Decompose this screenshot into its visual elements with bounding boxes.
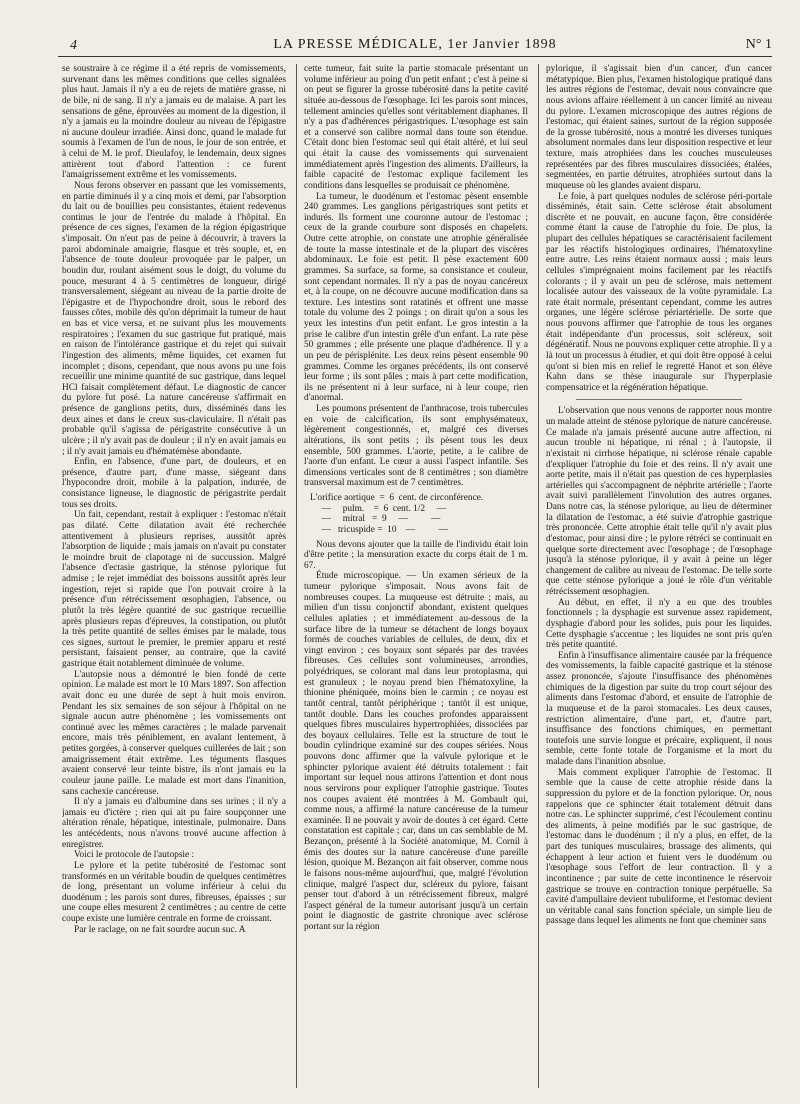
table-row: L'orifice aortique = 6 cent. de circonférence.: [310, 493, 484, 503]
paragraph: se soustraire à ce régime il a été repris de vomissements, survenant dans les mêmes conditions que celles signalées plus haut. Jamais il n'y a eu de rejets de matière grasse, ni de bile, ni de sang. Il n'y a jamais eu de malaise. A part les sensations de gêne, éprouvées au moment de la digestion, il n'y a jamais eu la moindre douleur au niveau de l'épigastre ni aucune douleur irradiée. Ainsi donc, quand le malade fut soumis à l'examen de l'un de nous, le jour de son entrée, et à celui de M. le prof. Dieulafoy, le lendemain, deux signes attirèrent tout d'abord l'attention : ce furent l'amaigrissement extrême et les vomissements.: [62, 64, 286, 181]
paragraph: Nous devons ajouter que la taille de l'individu était loin d'être petite ; la mensuration exacte du corps était de 1 m. 67.: [304, 539, 528, 571]
page-header: [58, 34, 772, 57]
paragraph: Les poumons présentent de l'anthracose, trois tubercules en voie de calcification, ils sont emphysémateux, légèrement congestionnés, et, malgré ces diverses altérations, ils sont petits ; ils pèsent tous les deux ensemble, 500 grammes. L'aorte, petite, a le calibre de l'aorte d'un enfant. Le cœur a aussi l'aspect infantile. Ses dimensions verticales sont de 8 centimètres ; son diamètre transversal maximum est de 7 centimètres.: [304, 404, 528, 489]
paragraph: Étude microscopique. — Un examen sérieux de la tumeur pylorique s'imposait. Nous avons fait de nombreuses coupes. La muqueuse est détruite ; mais, au milieu d'un tissu conjonctif abondant, existent quelques cellules aplaties ; et immédiatement au-dessous de la surface libre de la tumeur se détachent de longs boyaux formés de couches variables de cellules, de deux, dix et vingt environ ; ces boyaux sont séparés par des travées fibreuses. Ces cellules sont volumineuses, arrondies, polyédriques, se colorant mal dans leur protoplasma, qui est granuleux ; le noyau prend bien l'hématoxyline, la thionine phéniquée, moins bien le carmin ; ce noyau est tantôt central, tantôt périphérique ; tantôt il est unique, tantôt double. Dans les couches profondes apparaissent quelques fibres musculaires hypertrophiées, dissociées par des boyaux cellulaires. Telle est la structure de tout le boudin cylindrique examiné sur des coupes sériées. Nous pouvons donc affirmer que la valvule pylorique et le sphincter pylorique avaient été détruits totalement : fait important sur lequel nous attirons l'attention et dont nous nous servirons pour expliquer l'atrophie gastrique. Toutes nos coupes avaient été montrées à M. Gombault qui, comme nous, a affirmé la nature cancéreuse de la tumeur examinée. Il ne pouvait y avoir de doutes à cet égard. Cette constatation est capitale ; car, dans un cas semblable de M. Bezançon, présenté à la Société anatomique, M. Cornil à émis des doutes sur la nature cancéreuse d'une pareille lésion, quoique M. Bezançon ait fait observer, comme nous le faisons nous-même aujourd'hui, que, malgré l'évolution clinique, malgré l'aspect dur, scléreux du pylore, faisant penser tout d'abord à un rétrécissement fibreux, malgré l'aspect général de la tumeur autorisant jusqu'à un certain point le diagnostic de gastrite chronique avec sclérose portant sur la région: [304, 571, 528, 932]
paragraph: Mais comment expliquer l'atrophie de l'estomac. Il semble que la cause de cette atrophie réside dans la suppression du pylore et de la fonction pylorique. Or, nous rappelons que ce sphincter était totalement détruit dans notre cas. Le sphincter supprimé, c'est l'écoulement continu des aliments, à peine modifiés par le suc gastrique, de l'estomac dans le duodénum ; il n'y a plus, en effet, de la part des tuniques musculaires, brassage des aliments, qui échappent à leur action et fuient vers le duodénum ou l'œsophage sous l'effort de leur contraction. Il y a incontinence ; par suite de cette incontinence le réservoir gastrique se trouve en contraction tonique perpétuelle. Sa cavité d'ampullaire devient tubuliforme, et l'estomac devient un véritable canal sans fonction spéciale, un simple lieu de passage dans lequel les aliments ne font que cheminer sans: [546, 767, 772, 927]
page-number: 4: [70, 38, 77, 53]
paragraph: Le foie, à part quelques nodules de sclérose péri-portale disséminés, était sain. Cette sclérose était absolument discrète et ne pouvait, en aucune façon, être considérée comme étant la cause de l'atrophie du foie. De plus, la plupart des cellules hépatiques se caractérisaient facilement par les réactifs histologiques ordinaires, l'hématoxyline entre autre. Les reins étaient normaux aussi ; mais leurs cellules s'imprégnaient moins facilement par les réactifs colorants ; il y avait un peu de sclérose, mais nettement localisée autour des vaisseaux de la voûte pyramidale. La rate était normale, présentant cependant, comme les autres organes, une légère sclérose périartérielle. De sorte que nous pouvons affirmer que l'atrophie de tous les organes était indépendante d'un processus, soit scléreux, soit dégénératif. Nous ne pouvons expliquer cette atrophie. Il y a là tout un processus à étudier, et qui doit être opposé à celui qu'ont si bien mis en relief le regretté Hanot et son élève Kahn dans se thèse inaugurale sur l'hyperplasie compensatrice et la régénération hépatique.: [546, 191, 772, 393]
paragraph: Voici le protocole de l'autopsie :: [74, 850, 195, 861]
paragraph: Le pylore et la petite tubérosité de l'estomac sont transformés en un véritable boudin de quelques centimètres de long, présentant un volume inférieur à celui du duodénum ; les parois sont dures, fibreuses, épaisses ; sur une coupe elles mesurent 2 centimètres ; au centre de cette coupe existe une lumière centrale en forme de croissant.: [62, 860, 286, 924]
table-row: — pulm. = 6 cent. 1/2 —: [310, 503, 447, 514]
section-separator: [576, 399, 742, 400]
paragraph: Nous ferons observer en passant que les vomissements, en partie diminués il y a cinq mois et demi, par l'absorption du lait ou de bouillies peu consistantes, étaient redevenus continus le jour de l'entrée du malade à l'hôpital. En présence de ces signes, l'examen de la région épigastrique s'imposait. On n'eut pas de peine à découvrir, à travers la paroi abdominale amaigrie, flasque et très souple, et, en l'absence de toute douleur provoquée par le palper, un boudin dur, roulant aisément sous le doigt, du volume du pouce, mesurant 4 à 5 centimètres de longueur, dirigé transversalement, siégeant au niveau de la partie droite de l'épigastre et de l'hypochondre droit, sous le rebord des fausses côtes, mobile dès qu'on déprimait la tumeur de haut en bas et vice versa, et ne suivant plus les mouvements respiratoires ; l'examen du suc gastrique fut pratiqué, mais en raison de l'intolérance gastrique et du rejet qui suivait l'ingestion des aliments, même liquides, cet examen fut incomplet ; disons, cependant, que nous avons pu une fois recueillir une minime quantité de suc gastrique, dans lequel HCl faisait complètement défaut. Le diagnostic de cancer du pylore fut posé. La nature cancéreuse s'affirmait en présence de ganglions petits, durs, disséminés dans les deux aines et dans le creux sus-claviculaire. Il n'était pas probable qu'il s'agissa de périgastrite consécutive à un ulcère ; il n'y avait pas de douleur ; il n'y en avait jamais eu ; il n'y avait jamais eu d'hématémèse abondante.: [62, 180, 286, 457]
paragraph: cette tumeur, fait suite la partie stomacale présentant un volume inférieur au poing d'un petit enfant ; c'est à peine si on peut se figurer la grosse tubérosité dans la petite cavité située au-dessous de l'œsophage. Ici les parois sont minces, tellement amincies qu'elles sont véritablement diaphanes. Il n'y a pas d'adhérences périgastriques. L'œsophage est sain et a conservé son calibre normal dans toute son étendue. C'était donc bien l'estomac seul qui était altéré, et lui seul qui était la cause des vomissements qui survenaient immédiatement après l'ingestion des aliments. D'ailleurs, la faible capacité de l'estomac explique facilement les conditions dans lesquelles se produisait ce phénomène.: [304, 64, 528, 191]
paragraph: La tumeur, le duodénum et l'estomac pèsent ensemble 240 grammes. Les ganglions périgastriques sont petits et indurés. Ils forment une couronne autour de l'estomac ; ceux de la grande courbure sont disposés en chapelets. Outre cette atrophie, on constate une atrophie généralisée de toute la masse intestinale et de la plupart des viscères abdominaux. Le foie est petit. Il pèse exactement 600 grammes. Sa surface, sa forme, sa consistance et couleur, sont cependant normales. Il n'y a pas de noyau cancéreux et, à la coupe, on ne découvre aucune modification dans sa texture. Les intestins sont ratatinés et offrent une masse totale du volume des 2 poings ; on dirait qu'on a sous les yeux les intestins d'un petit enfant. Le gros intestin a la prise le calibre d'un intestin grêle d'un enfant. La rate pèse 50 grammes ; elle présente une plaque d'adhérence. Il y a un peu de périsplénite. Les deux reins pèsent ensemble 90 grammes. Comme les organes précédents, ils ont conservé leur forme ; ils sont pâles ; mais à part cette modification, ils ne présentent ni à leur surface, ni à leur coupe, rien d'anormal.: [304, 191, 528, 404]
paragraph: L'autopsie nous a démontré le bien fondé de cette opinion. Le malade est mort le 10 Mars 1897. Son affection avait donc eu une durée de sept à huit mois environ. Pendant les six semaines de son séjour à l'hôpital on ne signale aucun autre phénomène ; les vomissements ont continué avec les mêmes caractères ; le malade parvenait encore, mais très péniblement, en avalant lentement, à petites gorgées, à conserver quelques cuillerées de lait ; son amaigrissement était extrême. Les téguments flasques avaient conservé leur teinte bistre, ils n'ont jamais eu la couleur jaune paille. Le malade est mort dans l'inanition, sans cachexie cancéreuse.: [62, 669, 286, 797]
orifice-measurement-table: [310, 493, 528, 536]
table-row: — tricuspide = 10 — —: [310, 524, 448, 535]
paragraph: Il n'y a jamais eu d'albumine dans ses urines ; il n'y a jamais eu d'ictère ; rien qui ait pu faire soupçonner une altération rénale, hépatique, intestinale, pulmonaire. Dans les antécédents, nous n'avons trouvé aucune affection à enregistrer.: [62, 797, 286, 850]
paragraph: Au début, en effet, il n'y a eu que des troubles fonctionnels ; la dysphagie est survenue assez rapidement, dysphagie d'abord pour les solides, puis pour les liquides. Cette dysphagie s'accentue ; les liquides ne sont pris qu'en très petite quantité.: [546, 597, 772, 651]
column-divider: [538, 64, 539, 1088]
column-divider: [296, 64, 297, 1088]
text-column-right: [546, 64, 772, 1088]
paragraph: Enfin à l'insuffisance alimentaire causée par la fréquence des vomissements, la faible capacité gastrique et la sténose assez prononcée, s'ajoute l'insuffisance des phénomènes chimiques de la digestion par suite du trop court séjour des aliments dans l'estomac d'abord, et ensuite de l'atrophie de la muqueuse et de la paroi stomacales. Les deux causes, restriction alimentaire, d'une part, et, d'autre part, insuffisance des fonctions chimiques, en permettant toutefois une survie longue et précaire, expliquent, il nous semble, cette fonte totale de l'organisme et la mort du malade dans l'inanition absolue.: [546, 650, 772, 767]
journal-title: LA PRESSE MÉDICALE, 1er Janvier 1898: [273, 37, 557, 52]
text-column-left: [62, 64, 286, 1088]
paragraph: pylorique, il s'agissait bien d'un cancer, d'un cancer métatypique. Bien plus, l'examen histologique pratiqué dans les autres régions de l'estomac, devait nous convaincre que nous avions affaire réellement à un cancer limité au niveau du pylore. L'examen microscopique des autres régions de l'estomac, qui étaient saines, surtout de la région supposée de la grosse tubérosité, nous a montré les diverses tuniques absolument normales dans leur disposition respective et leur texture, mais atrophiées dans les couches musculeuses représentées par des fibres musculaires dissociées, étalées, segmentées, en partie détruites, atrophiées surtout dans la muqueuse où les glandes avaient disparu.: [546, 64, 772, 191]
table-row: — mitral = 9 — —: [310, 514, 441, 525]
paragraph: Enfin, en l'absence, d'une part, de douleurs, et en présence, d'autre part, d'une masse, siégeant dans l'hypocondre droit, mobile à la palpation, indurée, de consistance ligneuse, le diagnostic de périgastrite perdait tous ses droits.: [62, 457, 286, 510]
paragraph: L'observation que nous venons de rapporter nous montre un malade atteint de sténose pylorique de nature cancéreuse. Ce malade n'a jamais présenté aucune autre affection, ni aucun trouble ni hépatique, ni rénal ; à l'autopsie, il n'existait ni cirrhose hépatique, ni sclérose rénale capable d'expliquer l'atrophie du foie et des reins. Il n'y avait une aorte petite, mais il n'était pas question de ces hyperplasies artérielles qui s'accompagnent de néphrite artérielle ; l'aorte avait suivi parallèlement l'involution des autres organes. Dans notre cas, la sténose pylorique, au lieu de déterminer la dilatation de l'estomac, a été suivie d'atrophie gastrique très prononcée. Cette atrophie était telle qu'il n'y avait plus d'estomac, pour ainsi dire ; le pylore rétréci se continuait en quelque sorte directement avec l'œsophage ; de l'œsophage jusqu'à la sténose pylorique, il y avait à peine un léger changement de calibre au niveau de l'estomac. De telle sorte que cette sténose pylorique a joué le rôle d'un véritable rétrécissement œsophagien.: [546, 406, 772, 597]
text-column-middle: [304, 64, 528, 1088]
paragraph: Par le raclage, on ne fait sourdre aucun suc. A: [74, 924, 246, 935]
issue-number: N° 1: [745, 37, 772, 52]
paragraph: Un fait, cependant, restait à expliquer : l'estomac n'était pas dilaté. Cette dilatation avait été recherchée attentivement à plusieurs reprises, aussitôt après l'absorption de liquide ; mais jamais on n'avait pu constater le moindre bruit de clapotage ni de succussion. Malgré l'absence d'ectasie gastrique, la sténose pylorique fut admise ; le rejet immédiat des boissons aussitôt après leur ingestion, rejet si rapide que l'on pouvait croire à la présence d'un rétrécissement œsophagien, l'absence, ou plutôt la très légère quantité de suc gastrique recueillie après plusieurs repas d'épreuves, la constipation, ou plutôt la très petite quantité de selles émises par le malade, tous ces signes, surtout le premier, le premier apparu et resté persistant, faisaient penser, au contraire, que la cavité gastrique était notablement diminuée de volume.: [62, 510, 286, 669]
